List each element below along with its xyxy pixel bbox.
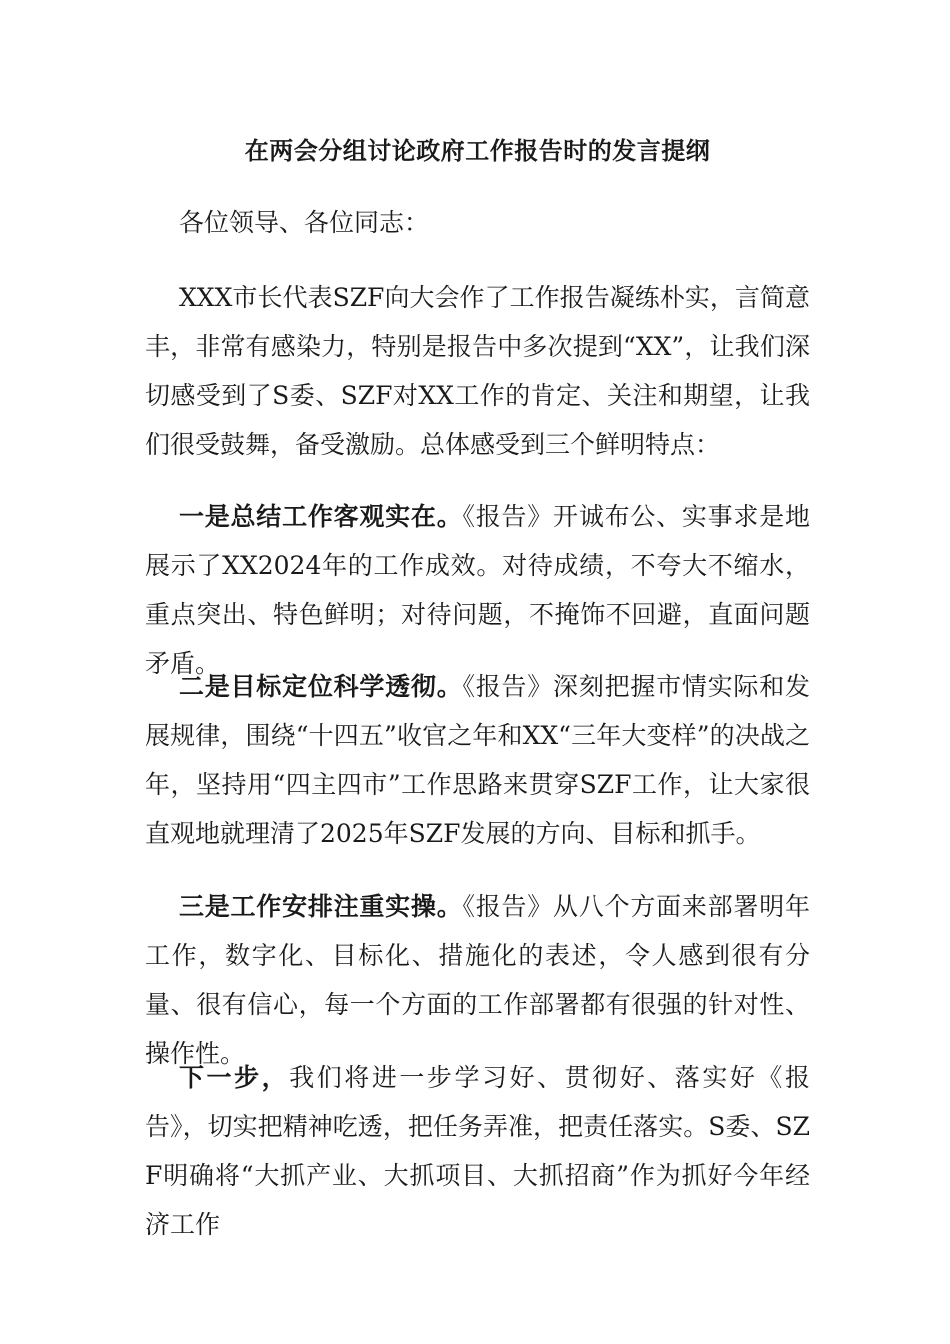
- greeting: 各位领导、各位同志：: [179, 208, 430, 237]
- paragraph-text: 《报告》从八个方面来部署明年工作，数字化、目标化、措施化的表述，令人感到很有分量、很有信心，每一个方面的工作部署都有很强的针对性、操作性。: [145, 892, 810, 1068]
- paragraph-text: XXX市长代表SZF向大会作了工作报告凝练朴实，言简意丰，非常有感染力，特别是报告中多次提到“XX”，让我们深切感受到了S委、SZF对XX工作的肯定、关注和期望，让我们很受鼓舞，备受激励。总体感受到三个鲜明特点：: [145, 283, 810, 459]
- paragraph-intro: [145, 273, 810, 469]
- paragraph-text: 《报告》深刻把握市情实际和发展规律，围绕“十四五”收官之年和XX“三年大变样”的决战之年，坚持用“四主四市”工作思路来贯穿SZF工作，让大家很直观地就理清了2025年SZF发展的方向、目标和抓手。: [145, 672, 810, 848]
- paragraph-point-one: [145, 492, 810, 688]
- paragraph-lead: 下一步，: [179, 1063, 290, 1092]
- paragraph-text: 《报告》开诚布公、实事求是地展示了XX2024年的工作成效。对待成绩，不夸大不缩水，重点突出、特色鲜明；对待问题，不掩饰不回避，直面问题矛盾。: [145, 502, 810, 678]
- paragraph-lead: 三是工作安排注重实操。: [179, 892, 463, 921]
- paragraph-next-step: [145, 1053, 810, 1249]
- paragraph-lead: 二是目标定位科学透彻。: [179, 672, 463, 701]
- paragraph-point-three: [145, 882, 810, 1078]
- paragraph-point-two: [145, 662, 810, 858]
- paragraph-text: 我们将进一步学习好、贯彻好、落实好《报告》，切实把精神吃透，把任务弄准，把责任落实。S委、SZF明确将“大抓产业、大抓项目、大抓招商”作为抓好今年经济工作: [145, 1063, 810, 1239]
- document-title: 在两会分组讨论政府工作报告时的发言提纲: [244, 136, 711, 165]
- paragraph-lead: 一是总结工作客观实在。: [179, 502, 463, 531]
